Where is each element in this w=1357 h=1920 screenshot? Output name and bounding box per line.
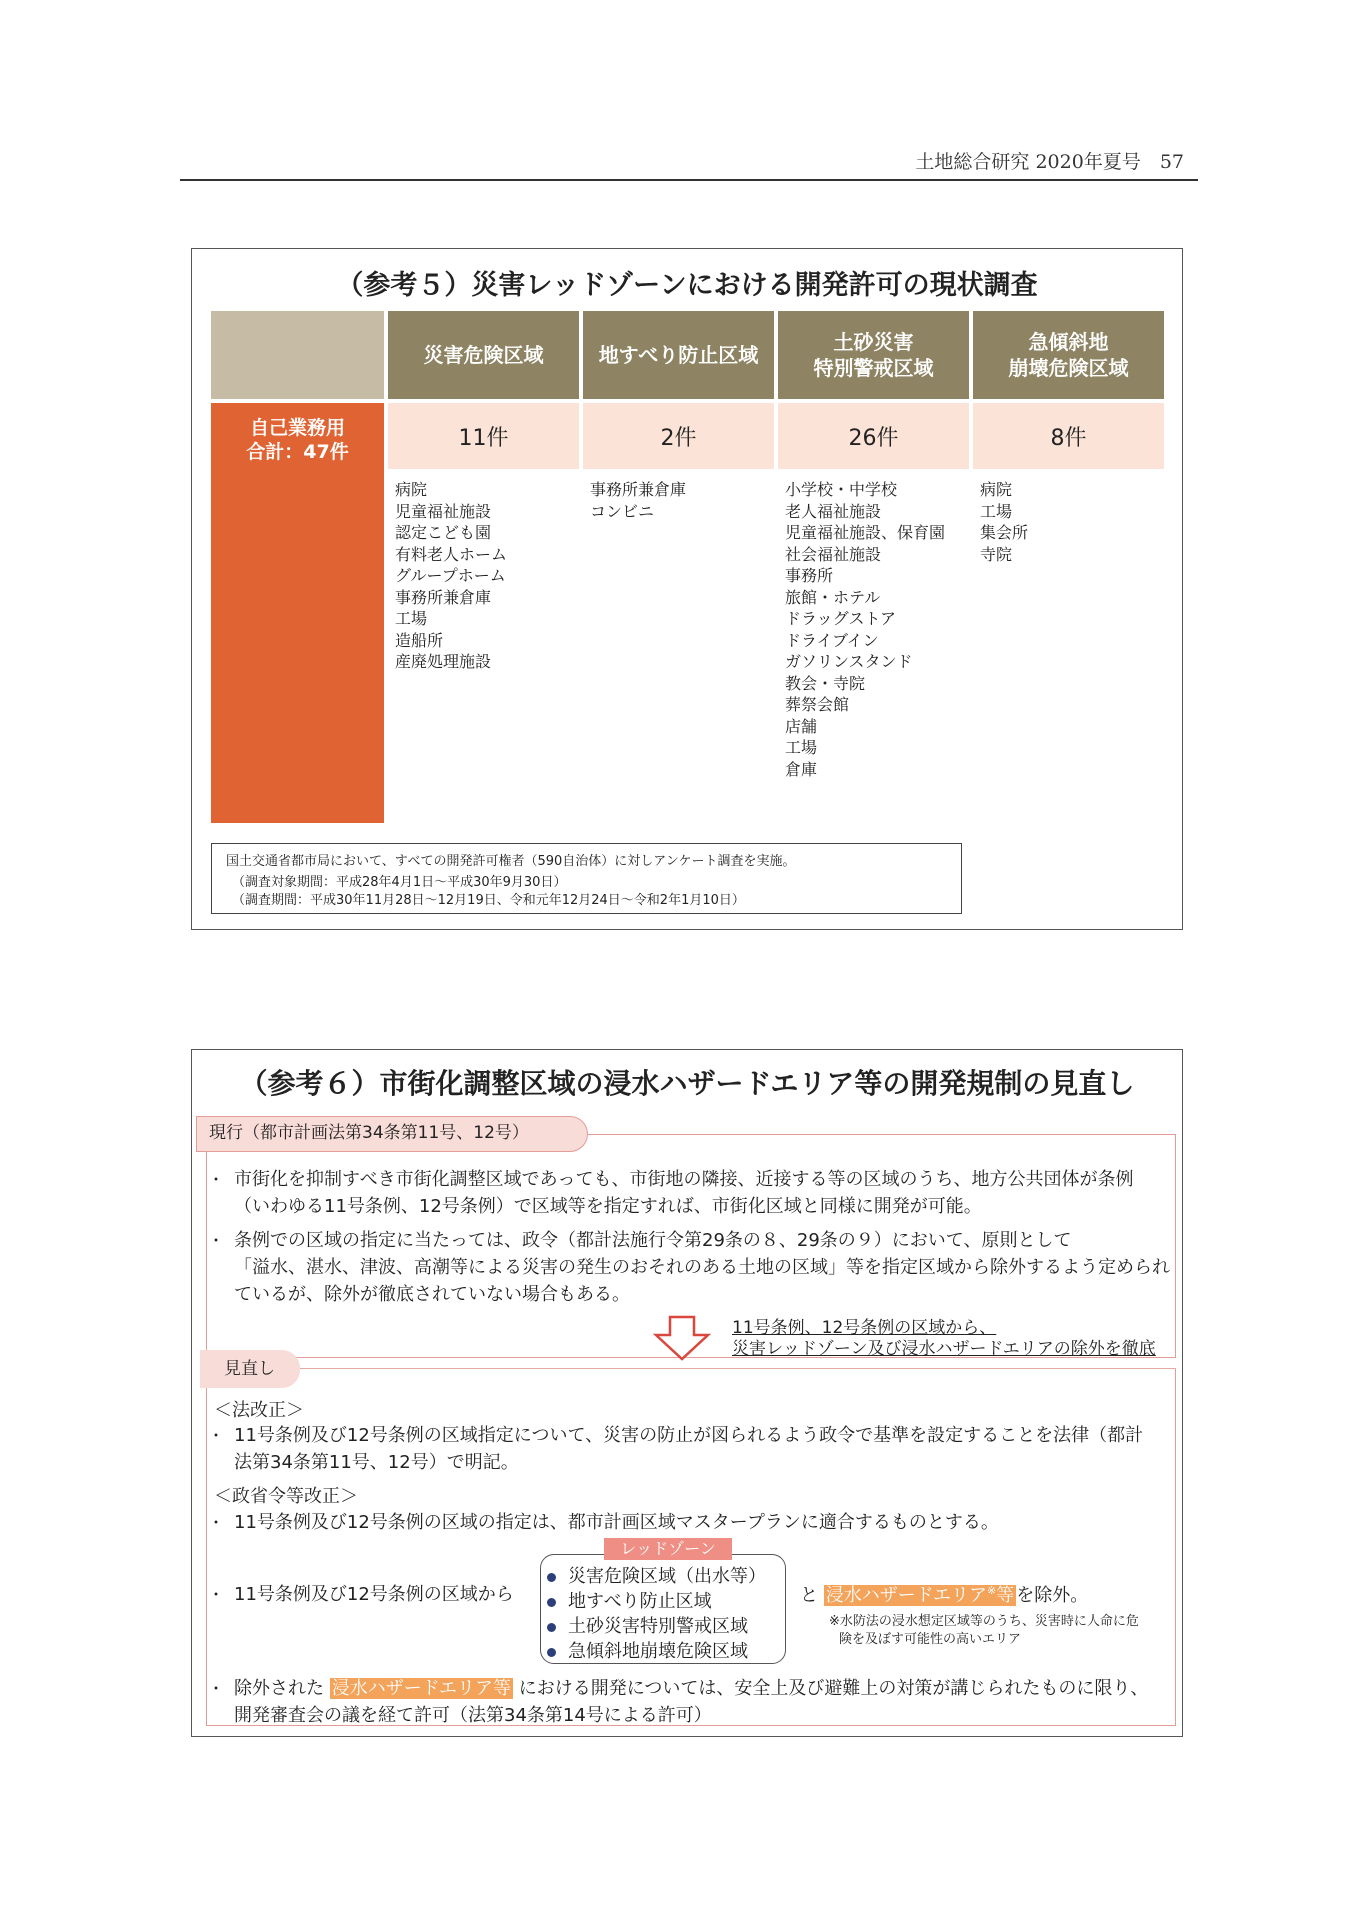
list-item: 認定こども園: [395, 523, 492, 542]
list-item: 教会・寺院: [785, 673, 866, 693]
list-item: 小学校・中学校: [785, 480, 898, 499]
current-rules-tag: 現行（都市計画法第34条第11号、12号）: [196, 1116, 588, 1152]
highlight-flood-hazard-area: 浸水ハザードエリア※等: [825, 1584, 1015, 1606]
bullet-dot: ・: [208, 1231, 225, 1250]
footnote-line1: ※水防法の浸水想定区域等のうち、災害時に人命に危: [829, 1614, 1139, 1629]
page-header: [180, 145, 1198, 181]
list-item: 事務所兼倉庫: [395, 587, 492, 607]
survey-note-line: （調査対象期間：平成28年4月1日～平成30年9月30日）: [232, 875, 567, 890]
down-arrow-icon: [652, 1315, 712, 1361]
red-zone-item: 土砂災害特別警戒区域: [547, 1612, 748, 1638]
row-label-own-business: [211, 403, 384, 823]
list-item: 児童福祉施設: [395, 501, 492, 521]
facility-list: [980, 479, 1028, 565]
red-zone-item: 急傾斜地崩壊危険区域: [547, 1637, 748, 1663]
bullet-dot-icon: [547, 1623, 556, 1632]
law-bullet-line2: 法第34条第11号、12号）で明記。: [234, 1452, 519, 1473]
bullet-dot: ・: [208, 1513, 225, 1532]
count-cell: 2件: [583, 403, 774, 469]
facility-list: [395, 479, 507, 673]
list-item: ガソリンスタンド: [785, 652, 913, 671]
footnote-line2: 険を及ぼす可能性の高いエリア: [839, 1632, 1022, 1647]
final-bullet-line1: 除外された 浸水ハザードエリア等 における開発については、安全上及び避難上の対策が講じられたものに限り、: [234, 1678, 1149, 1699]
list-item: 工場: [980, 501, 1013, 521]
list-item: 老人福祉施設: [785, 501, 882, 521]
column-header-disaster-hazard-zone: 災害危険区域: [388, 311, 579, 399]
survey-note-line: （調査期間：平成30年11月28日～12月19日、令和元年12月24日～令和2年1月10日）: [232, 893, 745, 908]
current-bullet-2-line2: 「溢水、湛水、津波、高潮等による災害の発生のおそれのある土地の区域」等を指定区域から除外するよう定められ: [234, 1257, 1170, 1278]
row-label-line2: 合計：47件: [246, 441, 349, 463]
ordinance-heading: ＜政省令等改正＞: [214, 1486, 358, 1507]
list-item: グループホーム: [395, 566, 506, 585]
bullet-dot: ・: [208, 1426, 225, 1445]
list-item: 寺院: [980, 544, 1013, 564]
list-item: 集会所: [980, 523, 1029, 542]
list-item: 有料老人ホーム: [395, 544, 508, 564]
count-cell: 8件: [973, 403, 1164, 469]
count-cell: 26件: [778, 403, 969, 469]
list-item: 病院: [980, 480, 1013, 499]
table-corner-cell: [211, 311, 384, 399]
ordinance-bullet-2-lead: 11号条例及び12号条例の区域から: [234, 1584, 514, 1605]
list-item: 工場: [785, 738, 818, 757]
list-item: 工場: [395, 609, 428, 628]
facility-list: [785, 479, 945, 780]
list-item: 事務所: [785, 566, 834, 585]
arrow-note-line2: 災害レッドゾーン及び浸水ハザードエリアの除外を徹底: [732, 1339, 1156, 1359]
review-tag: 見直し: [200, 1350, 300, 1388]
current-bullet-2-line3: ているが、除外が徹底されていない場合もある。: [234, 1284, 630, 1305]
reference-6-title: （参考６）市街化調整区域の浸水ハザードエリア等の開発規制の見直し: [239, 1067, 1135, 1100]
arrow-note-line1: 11号条例、12号条例の区域から、: [732, 1318, 997, 1338]
list-item: ドライブイン: [785, 630, 879, 650]
bullet-dot: ・: [208, 1170, 225, 1189]
bullet-dot: ・: [208, 1585, 225, 1604]
column-header-landslide-prevention-zone: 地すべり防止区域: [583, 311, 774, 399]
list-item: 店舗: [785, 716, 818, 736]
list-item: コンビニ: [590, 501, 655, 521]
list-item: 造船所: [395, 630, 444, 650]
list-item: 病院: [395, 480, 428, 499]
law-bullet-line1: 11号条例及び12号条例の区域指定について、災害の防止が図られるよう政令で基準を設定することを法律（都計: [234, 1425, 1144, 1446]
survey-note-box: [211, 843, 962, 914]
final-bullet-line2: 開発審査会の議を経て許可（法第34条第14号による許可）: [234, 1705, 712, 1726]
current-bullet-1-line2: （いわゆる11号条例、12号条例）で区域等を指定すれば、市街化区域と同様に開発が可能。: [234, 1196, 982, 1217]
survey-note-line: 国土交通省都市局において、すべての開発許可権者（590自治体）に対しアンケート調査を実施。: [226, 854, 796, 869]
count-cell: 11件: [388, 403, 579, 469]
current-bullet-1-line1: 市街化を抑制すべき市街化調整区域であっても、市街地の隣接、近接する等の区域のうち、地方公共団体が条例: [234, 1169, 1134, 1190]
exclusion-statement: と 浸水ハザードエリア※等 を除外。: [800, 1584, 1089, 1606]
list-item: 旅館・ホテル: [785, 587, 881, 607]
reference-6-panel: [191, 1049, 1183, 1737]
bullet-dot-icon: [547, 1573, 556, 1582]
red-zone-label: レッドゾーン: [604, 1538, 732, 1560]
bullet-dot-icon: [547, 1598, 556, 1607]
bullet-dot-icon: [547, 1648, 556, 1657]
list-item: 事務所兼倉庫: [590, 480, 687, 499]
current-bullet-2-line1: 条例での区域の指定に当たっては、政令（都計法施行令第29条の８、29条の９）において、原則として: [234, 1230, 1072, 1251]
red-zone-item: 地すべり防止区域: [547, 1587, 712, 1613]
journal-header-text: 土地総合研究 2020年夏号 57: [915, 151, 1184, 173]
highlight-flood-hazard-area: 浸水ハザードエリア等: [331, 1678, 512, 1699]
column-header-steep-slope-zone: 急傾斜地 崩壊危険区域: [973, 311, 1164, 399]
facility-list: [590, 479, 686, 522]
reference-5-panel: [191, 248, 1183, 930]
bullet-dot: ・: [208, 1679, 225, 1698]
list-item: 社会福祉施設: [785, 544, 882, 564]
list-item: 児童福祉施設、保育園: [785, 523, 946, 542]
ordinance-bullet-1: 11号条例及び12号条例の区域の指定は、都市計画区域マスタープランに適合するものとする。: [234, 1512, 999, 1533]
red-zone-item: 災害危険区域（出水等）: [547, 1562, 766, 1588]
list-item: 倉庫: [785, 759, 818, 779]
list-item: 葬祭会館: [785, 695, 850, 714]
row-label-line1: 自己業務用: [249, 417, 345, 439]
law-amendment-heading: ＜法改正＞: [214, 1400, 304, 1421]
reference-5-title: （参考５）災害レッドゾーンにおける開発許可の現状調査: [336, 270, 1038, 301]
list-item: 産廃処理施設: [395, 652, 492, 671]
column-header-sediment-disaster-zone: 土砂災害 特別警戒区域: [778, 311, 969, 399]
list-item: ドラッグストア: [785, 609, 897, 628]
review-divider: [300, 1368, 1176, 1369]
